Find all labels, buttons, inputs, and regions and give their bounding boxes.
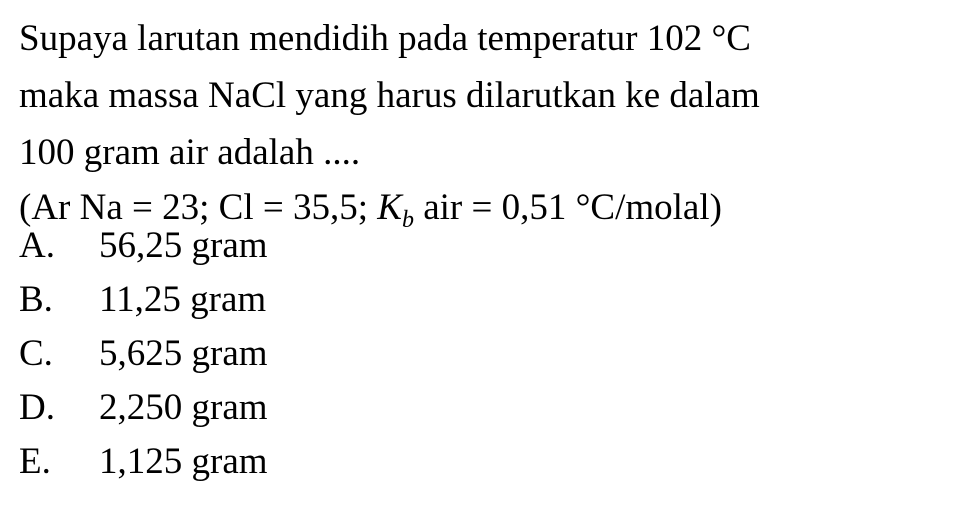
kb-subscript: b [401, 207, 414, 233]
question-line-3: 100 gram air adalah .... [19, 132, 361, 173]
option-letter: B. [19, 279, 53, 320]
question-line-1: Supaya larutan mendidih pada temperatur 102 °C [19, 18, 751, 59]
option-e[interactable] [19, 435, 268, 489]
option-letter: C. [19, 333, 53, 374]
constants-suffix: air = 0,51 °C/molal) [413, 187, 722, 228]
option-d[interactable] [19, 381, 268, 435]
answer-options [19, 219, 268, 489]
question-line-2: maka massa NaCl yang harus dilarutkan ke dalam [19, 75, 760, 116]
option-letter: E. [19, 441, 51, 482]
kb-symbol: K [377, 187, 402, 228]
option-value: 5,625 gram [99, 333, 268, 374]
option-value: 1,125 gram [99, 441, 268, 482]
constants-prefix: (Ar Na = 23; Cl = 35,5; [19, 187, 378, 228]
option-value: 11,25 gram [99, 279, 267, 320]
option-letter: D. [19, 387, 55, 428]
option-value: 2,250 gram [99, 387, 268, 428]
option-value: 56,25 gram [99, 225, 268, 266]
option-letter: A. [19, 225, 55, 266]
option-b[interactable] [19, 273, 268, 327]
option-a[interactable] [19, 219, 268, 273]
question-text [19, 10, 949, 181]
option-c[interactable] [19, 327, 268, 381]
